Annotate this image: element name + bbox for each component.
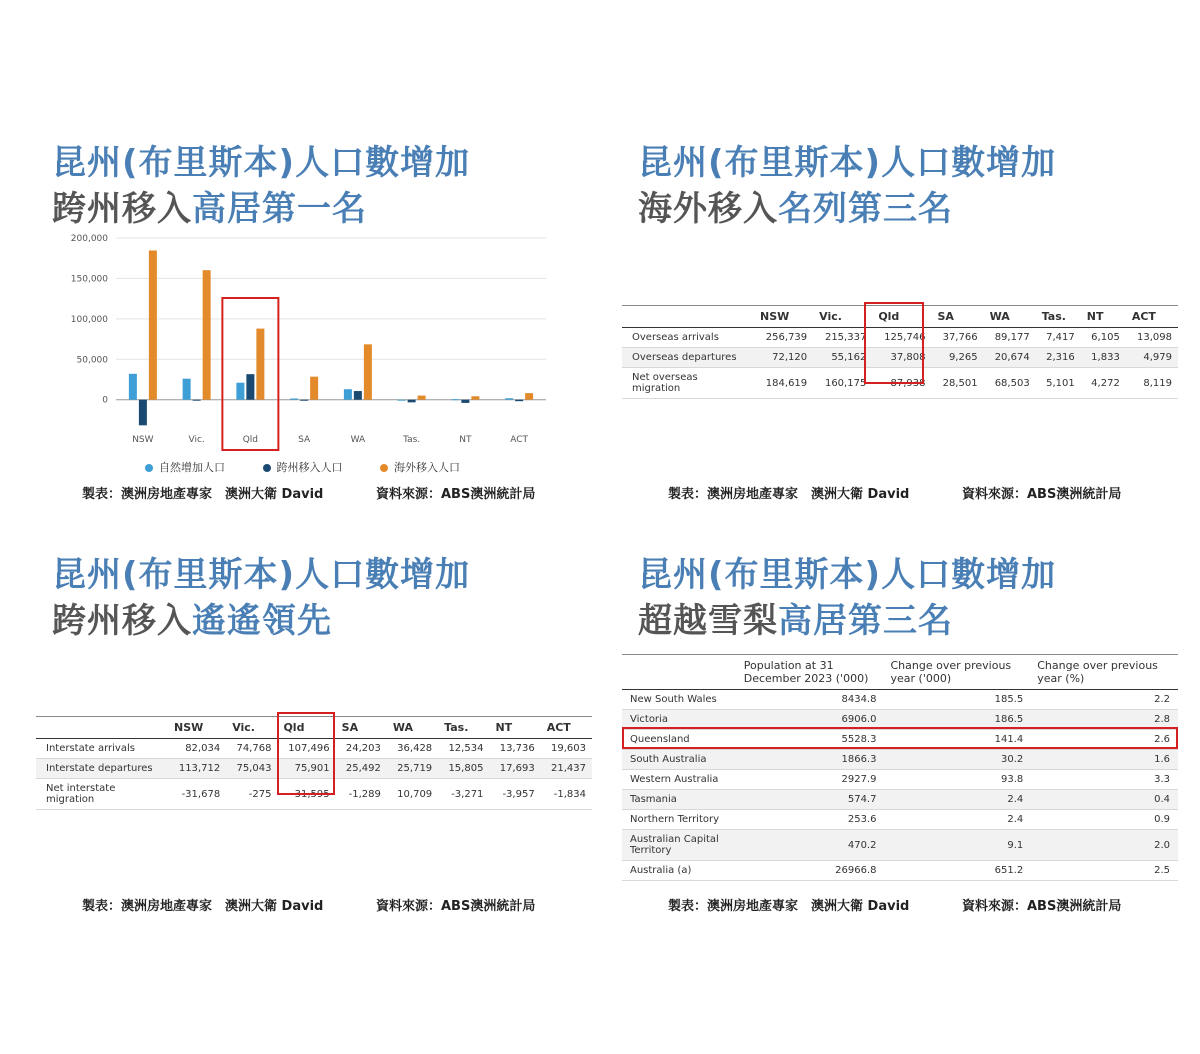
table-cell: 93.8 bbox=[884, 770, 1031, 790]
table-cell: 1866.3 bbox=[738, 750, 885, 770]
legend-item-natural bbox=[145, 461, 225, 474]
table-row bbox=[622, 770, 1178, 790]
row-label: Northern Territory bbox=[622, 810, 738, 830]
table-cell: 3.3 bbox=[1031, 770, 1178, 790]
panel-title-line2 bbox=[52, 186, 612, 232]
row-label: Victoria bbox=[622, 710, 738, 730]
table-row bbox=[622, 710, 1178, 730]
table-cell: 25,492 bbox=[336, 759, 387, 779]
table-cell: -31,678 bbox=[168, 779, 226, 810]
table-cell: 17,693 bbox=[489, 759, 540, 779]
table-header-row bbox=[622, 655, 1178, 690]
table-cell: 2,316 bbox=[1036, 348, 1081, 368]
table-cell: 13,736 bbox=[489, 739, 540, 759]
column-header: Qld bbox=[277, 717, 335, 739]
table-cell: 13,098 bbox=[1126, 328, 1178, 348]
bar-interstate-tas bbox=[408, 400, 416, 403]
bar-chart bbox=[60, 228, 580, 458]
y-tick-label: 150,000 bbox=[70, 274, 108, 285]
overseas-migration-table bbox=[622, 305, 1178, 399]
legend-label-overseas: 海外移入人口 bbox=[394, 461, 460, 474]
table-cell: 75,901 bbox=[277, 759, 335, 779]
title-blue-part: 遙遙領先 bbox=[192, 601, 332, 641]
title-blue-part: 名列第三名 bbox=[778, 189, 953, 229]
bar-natural-vic bbox=[183, 379, 191, 400]
table-cell: 87,938 bbox=[872, 368, 931, 399]
row-label: New South Wales bbox=[622, 690, 738, 710]
table-header-row bbox=[622, 306, 1178, 328]
footer-source: 資料來源：ABS澳洲統計局 bbox=[962, 487, 1122, 502]
table-cell: 2.4 bbox=[884, 790, 1031, 810]
panel-population-table bbox=[638, 552, 1198, 644]
table-cell: 82,034 bbox=[168, 739, 226, 759]
bar-overseas-nt bbox=[471, 396, 479, 399]
panel-overseas-table bbox=[638, 140, 1198, 232]
bar-interstate-qld bbox=[246, 374, 254, 400]
bar-overseas-qld bbox=[256, 329, 264, 400]
panel-title-line1: 昆州(布里斯本)人口數增加 bbox=[52, 555, 471, 595]
table-cell: 8,119 bbox=[1126, 368, 1178, 399]
table-cell: 25,719 bbox=[387, 759, 438, 779]
row-label: Net interstate migration bbox=[36, 779, 168, 810]
table-cell: 37,766 bbox=[931, 328, 983, 348]
table-cell: 574.7 bbox=[738, 790, 885, 810]
column-header: Vic. bbox=[226, 717, 277, 739]
table-cell: -1,834 bbox=[541, 779, 592, 810]
y-tick-label: 100,000 bbox=[70, 314, 108, 325]
footer-maker: 製表：澳洲房地產專家 澳洲大衛 David bbox=[82, 899, 324, 914]
header-blank bbox=[622, 306, 754, 328]
table-cell: 2.0 bbox=[1031, 830, 1178, 861]
panel-interstate-chart bbox=[52, 140, 612, 232]
table-row bbox=[36, 779, 592, 810]
table-cell: -3,271 bbox=[438, 779, 489, 810]
population-table bbox=[622, 654, 1178, 881]
panel-title-line1: 昆州(布里斯本)人口數增加 bbox=[52, 143, 471, 183]
column-header: Tas. bbox=[1036, 306, 1081, 328]
table-cell: 24,203 bbox=[336, 739, 387, 759]
y-tick-label: 50,000 bbox=[76, 355, 108, 366]
footer-maker: 製表：澳洲房地產專家 澳洲大衛 David bbox=[668, 899, 910, 914]
table-cell: 186.5 bbox=[884, 710, 1031, 730]
table-cell: 8434.8 bbox=[738, 690, 885, 710]
bar-natural-nsw bbox=[129, 374, 137, 400]
table-cell: 185.5 bbox=[884, 690, 1031, 710]
bar-interstate-sa bbox=[300, 400, 308, 401]
table-cell: 2.5 bbox=[1031, 861, 1178, 881]
row-label: Queensland bbox=[622, 730, 738, 750]
chart-legend bbox=[145, 459, 494, 475]
panel-title-line1: 昆州(布里斯本)人口數增加 bbox=[638, 143, 1057, 183]
highlight-box-qld-chart bbox=[222, 298, 278, 450]
column-header: Change over previous year (%) bbox=[1031, 655, 1178, 690]
column-header: Tas. bbox=[438, 717, 489, 739]
footer-source: 資料來源：ABS澳洲統計局 bbox=[376, 487, 536, 502]
table-cell: 12,534 bbox=[438, 739, 489, 759]
table-cell: 74,768 bbox=[226, 739, 277, 759]
legend-label-interstate: 跨州移入人口 bbox=[276, 461, 343, 474]
x-tick-label: ACT bbox=[510, 435, 529, 445]
table-cell: 19,603 bbox=[541, 739, 592, 759]
footer-maker: 製表：澳洲房地產專家 澳洲大衛 David bbox=[82, 487, 324, 502]
table-cell: 651.2 bbox=[884, 861, 1031, 881]
table-cell: 21,437 bbox=[541, 759, 592, 779]
table-cell: 26966.8 bbox=[738, 861, 885, 881]
table-cell: 256,739 bbox=[754, 328, 813, 348]
legend-label-natural: 自然增加人口 bbox=[159, 461, 225, 474]
table-row bbox=[622, 830, 1178, 861]
bar-interstate-nsw bbox=[139, 400, 147, 426]
table-header-row bbox=[36, 717, 592, 739]
table-cell: 2.2 bbox=[1031, 690, 1178, 710]
column-header: ACT bbox=[1126, 306, 1178, 328]
table-cell: 55,162 bbox=[813, 348, 872, 368]
y-tick-label: 200,000 bbox=[70, 234, 108, 244]
panel-title-line2 bbox=[52, 598, 612, 644]
column-header: NT bbox=[489, 717, 540, 739]
table-row bbox=[622, 328, 1178, 348]
footer-maker: 製表：澳洲房地產專家 澳洲大衛 David bbox=[668, 487, 910, 502]
bar-natural-sa bbox=[290, 398, 298, 399]
bar-natural-nt bbox=[451, 399, 459, 400]
table-cell: -3,957 bbox=[489, 779, 540, 810]
panel-title-line2 bbox=[638, 598, 1198, 644]
interstate-migration-table bbox=[36, 716, 592, 810]
table-cell: -1,289 bbox=[336, 779, 387, 810]
x-tick-label: Vic. bbox=[188, 435, 205, 445]
table-cell: 4,979 bbox=[1126, 348, 1178, 368]
title-gray-part: 跨州移入 bbox=[52, 601, 192, 641]
table-cell: 6,105 bbox=[1081, 328, 1126, 348]
bar-natural-tas bbox=[398, 400, 406, 401]
bar-interstate-nt bbox=[461, 400, 469, 403]
column-header: Qld bbox=[872, 306, 931, 328]
row-label: Western Australia bbox=[622, 770, 738, 790]
table-cell: 10,709 bbox=[387, 779, 438, 810]
table-cell: 1.6 bbox=[1031, 750, 1178, 770]
table-cell: 4,272 bbox=[1081, 368, 1126, 399]
table-cell: 253.6 bbox=[738, 810, 885, 830]
table-cell: 6906.0 bbox=[738, 710, 885, 730]
table-cell: 31,595 bbox=[277, 779, 335, 810]
title-gray-part: 跨州移入 bbox=[52, 189, 192, 229]
footer-source: 資料來源：ABS澳洲統計局 bbox=[962, 899, 1122, 914]
table-cell: 470.2 bbox=[738, 830, 885, 861]
table-cell: 15,805 bbox=[438, 759, 489, 779]
table-cell: 7,417 bbox=[1036, 328, 1081, 348]
bar-overseas-vic bbox=[203, 270, 211, 400]
bar-natural-qld bbox=[236, 383, 244, 400]
column-header: ACT bbox=[541, 717, 592, 739]
table-cell: 28,501 bbox=[931, 368, 983, 399]
column-header: Change over previous year ('000) bbox=[884, 655, 1031, 690]
x-tick-label: WA bbox=[350, 435, 366, 445]
row-label: Net overseas migration bbox=[622, 368, 754, 399]
x-tick-label: NT bbox=[459, 435, 472, 445]
table-cell: 1,833 bbox=[1081, 348, 1126, 368]
y-tick-label: 0 bbox=[102, 395, 108, 406]
column-header: WA bbox=[984, 306, 1036, 328]
table-cell: 2927.9 bbox=[738, 770, 885, 790]
table-cell: 75,043 bbox=[226, 759, 277, 779]
table-cell: 89,177 bbox=[984, 328, 1036, 348]
table-row bbox=[622, 730, 1178, 750]
bar-interstate-act bbox=[515, 400, 523, 401]
table-cell: 2.8 bbox=[1031, 710, 1178, 730]
row-label: Australia (a) bbox=[622, 861, 738, 881]
table-cell: 30.2 bbox=[884, 750, 1031, 770]
legend-dot-overseas bbox=[380, 464, 388, 472]
table-cell: 68,503 bbox=[984, 368, 1036, 399]
row-label: Tasmania bbox=[622, 790, 738, 810]
row-label: Interstate departures bbox=[36, 759, 168, 779]
x-tick-label: Tas. bbox=[403, 435, 421, 445]
bar-natural-wa bbox=[344, 389, 352, 400]
bar-overseas-act bbox=[525, 393, 533, 400]
row-label: South Australia bbox=[622, 750, 738, 770]
table-cell: 36,428 bbox=[387, 739, 438, 759]
table-cell: 9,265 bbox=[931, 348, 983, 368]
table-cell: 160,175 bbox=[813, 368, 872, 399]
table-row bbox=[622, 348, 1178, 368]
column-header: NT bbox=[1081, 306, 1126, 328]
row-label: Overseas departures bbox=[622, 348, 754, 368]
table-cell: 37,808 bbox=[872, 348, 931, 368]
bar-overseas-tas bbox=[418, 396, 426, 400]
title-gray-part: 超越雪梨 bbox=[638, 601, 778, 641]
table-cell: 141.4 bbox=[884, 730, 1031, 750]
panel-interstate-table bbox=[52, 552, 612, 644]
table-row bbox=[622, 750, 1178, 770]
footer-source: 資料來源：ABS澳洲統計局 bbox=[376, 899, 536, 914]
panel-title-line1: 昆州(布里斯本)人口數增加 bbox=[638, 555, 1057, 595]
table-row bbox=[622, 368, 1178, 399]
bar-interstate-wa bbox=[354, 391, 362, 400]
table-cell: 107,496 bbox=[277, 739, 335, 759]
column-header: SA bbox=[336, 717, 387, 739]
x-tick-label: SA bbox=[298, 435, 311, 445]
table-cell: 5,101 bbox=[1036, 368, 1081, 399]
x-tick-label: NSW bbox=[132, 435, 154, 445]
table-cell: 2.6 bbox=[1031, 730, 1178, 750]
header-blank bbox=[622, 655, 738, 690]
bar-overseas-wa bbox=[364, 344, 372, 399]
table-cell: 72,120 bbox=[754, 348, 813, 368]
row-label: Interstate arrivals bbox=[36, 739, 168, 759]
panel-title-line2 bbox=[638, 186, 1198, 232]
legend-item-overseas bbox=[380, 461, 460, 474]
row-label: Australian Capital Territory bbox=[622, 830, 738, 861]
column-header: NSW bbox=[168, 717, 226, 739]
table-cell: 0.9 bbox=[1031, 810, 1178, 830]
legend-dot-natural bbox=[145, 464, 153, 472]
table-row bbox=[622, 790, 1178, 810]
table-row bbox=[36, 759, 592, 779]
table-cell: -275 bbox=[226, 779, 277, 810]
table-row bbox=[622, 861, 1178, 881]
title-blue-part: 高居第三名 bbox=[778, 601, 953, 641]
table-cell: 125,746 bbox=[872, 328, 931, 348]
column-header: Population at 31 December 2023 ('000) bbox=[738, 655, 885, 690]
table-row bbox=[622, 810, 1178, 830]
header-blank bbox=[36, 717, 168, 739]
legend-dot-interstate bbox=[263, 464, 271, 472]
column-header: WA bbox=[387, 717, 438, 739]
title-blue-part: 高居第一名 bbox=[192, 189, 367, 229]
table-row bbox=[36, 739, 592, 759]
table-cell: 0.4 bbox=[1031, 790, 1178, 810]
bar-interstate-vic bbox=[193, 400, 201, 401]
bar-overseas-sa bbox=[310, 377, 318, 400]
bar-overseas-nsw bbox=[149, 250, 157, 399]
table-cell: 9.1 bbox=[884, 830, 1031, 861]
column-header: SA bbox=[931, 306, 983, 328]
table-cell: 5528.3 bbox=[738, 730, 885, 750]
column-header: NSW bbox=[754, 306, 813, 328]
table-row bbox=[622, 690, 1178, 710]
table-cell: 2.4 bbox=[884, 810, 1031, 830]
row-label: Overseas arrivals bbox=[622, 328, 754, 348]
legend-item-interstate bbox=[263, 461, 343, 474]
x-tick-label: Qld bbox=[242, 435, 259, 445]
title-gray-part: 海外移入 bbox=[638, 189, 778, 229]
column-header: Vic. bbox=[813, 306, 872, 328]
table-cell: 113,712 bbox=[168, 759, 226, 779]
bar-natural-act bbox=[505, 398, 513, 399]
table-cell: 215,337 bbox=[813, 328, 872, 348]
table-cell: 184,619 bbox=[754, 368, 813, 399]
table-cell: 20,674 bbox=[984, 348, 1036, 368]
